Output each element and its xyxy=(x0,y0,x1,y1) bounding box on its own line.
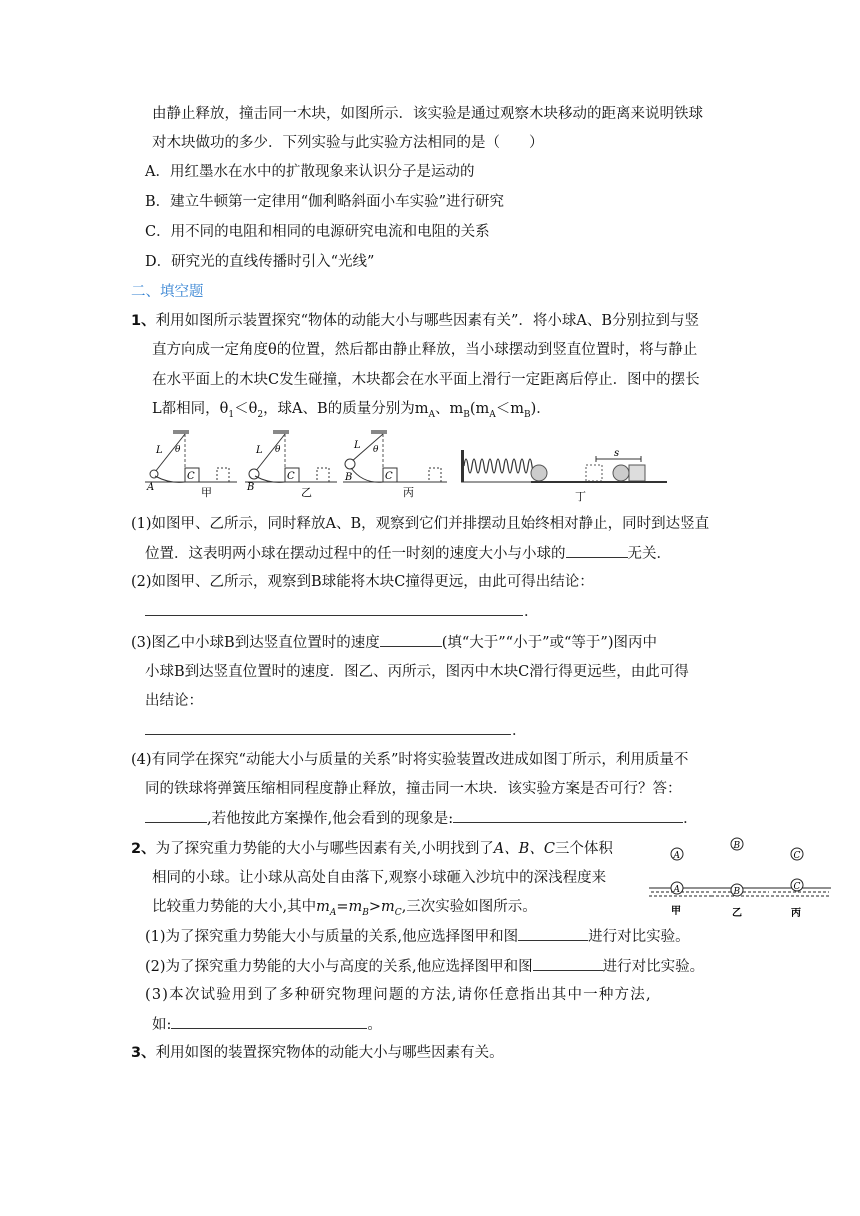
svg-text:A: A xyxy=(673,885,680,895)
q2-p3-line-1: (3)本次试验用到了多种研究物理问题的方法,请你任意指出其中一种方法, xyxy=(145,987,652,1003)
q1-figure xyxy=(145,428,675,506)
q1-line-3: 在水平面上的木块C发生碰撞，木块都会在水平面上滑行一定距离后停止．图中的摆长 xyxy=(152,372,700,388)
q1-p2-answer-line[interactable] xyxy=(145,615,523,616)
option-c: C．用不同的电阻和相同的电源研究电流和电阻的关系 xyxy=(145,224,490,240)
q2-line-2: 相同的小球。让小球从高处自由落下,观察小球砸入沙坑中的深浅程度来 xyxy=(152,870,607,886)
q2-line-3: 比较重力势能的大小,其中$m_A=m_B>m_C$,三次实验如图所示。 xyxy=(152,899,537,918)
option-d: D．研究光的直线传播时引入“光线” xyxy=(145,254,375,270)
svg-text:甲: 甲 xyxy=(671,906,681,917)
q1-p2-period: ． xyxy=(524,604,539,620)
svg-text:A: A xyxy=(673,851,680,861)
svg-text:丙: 丙 xyxy=(403,486,414,499)
q2-p1-blank[interactable] xyxy=(518,926,588,941)
q1-number: 1、 xyxy=(131,313,156,329)
q3-line-1: 3、利用如图的装置探究物体的动能大小与哪些因素有关。 xyxy=(131,1045,504,1061)
figure-q2-jia xyxy=(649,848,711,917)
intro-line-2: 对木块做功的多少．下列实验与此实验方法相同的是（ ） xyxy=(152,135,544,151)
q1-p3-blank[interactable] xyxy=(380,632,442,647)
q2-p3-line-2: 如: 。 xyxy=(152,1014,382,1035)
svg-text:丁: 丁 xyxy=(575,490,586,503)
figure-jia xyxy=(145,430,237,499)
svg-text:θ: θ xyxy=(275,445,281,455)
svg-text:B: B xyxy=(345,472,353,483)
q3-number: 3、 xyxy=(131,1045,156,1061)
svg-text:A: A xyxy=(147,482,155,493)
svg-text:乙: 乙 xyxy=(732,908,742,919)
svg-text:C: C xyxy=(793,851,801,861)
svg-text:θ: θ xyxy=(373,445,379,455)
q2-p3-blank[interactable] xyxy=(171,1014,367,1029)
svg-text:C: C xyxy=(187,471,195,482)
svg-text:甲: 甲 xyxy=(201,486,212,499)
q1-p3-line-3: 出结论： xyxy=(145,693,203,709)
q1-p2-line-1: (2)如图甲、乙所示，观察到B球能将木块C撞得更远，由此可得出结论： xyxy=(131,574,594,590)
q1-p4-blank-1[interactable] xyxy=(145,808,207,823)
q1-line-2: 直方向成一定角度θ的位置，然后都由静止释放，当小球摆动到竖直位置时，将与静止 xyxy=(152,342,698,358)
svg-text:θ: θ xyxy=(175,445,181,455)
q1-p4-line-2: 同的铁球将弹簧压缩相同程度静止释放，撞击同一木块．该实验方案是否可行？答： xyxy=(145,781,682,797)
q1-p3-answer-line[interactable] xyxy=(145,734,511,735)
svg-text:丙: 丙 xyxy=(791,908,801,919)
q1-p3-period: ． xyxy=(512,723,527,739)
q1-p4-blank-2[interactable] xyxy=(453,808,683,823)
figure-q2-yi xyxy=(711,838,771,919)
q1-line-1: 利用如图所示装置探究“物体的动能大小与哪些因素有关”．将小球A、B分别拉到与竖 xyxy=(155,313,700,329)
q1-p1-line-2: 位置．这表明两小球在摆动过程中的任一时刻的速度大小与小球的 无关． xyxy=(145,543,671,564)
option-a: A．用红墨水在水中的扩散现象来认识分子是运动的 xyxy=(145,164,475,180)
intro-line-1: 由静止释放，撞击同一木块，如图所示．该实验是通过观察木块移动的距离来说明铁球 xyxy=(152,106,703,122)
q2-figure xyxy=(645,832,835,924)
q1-p3-line-1: (3)图乙中小球B到达竖直位置时的速度 (填“大于”“小于”或“等于”)图丙中 xyxy=(131,632,657,653)
svg-text:B: B xyxy=(733,887,741,897)
q1-p1-line-1: (1)如图甲、乙所示，同时释放A、B，观察到它们并排摆动且始终相对静止，同时到达竖直 xyxy=(131,516,710,532)
q2-number: 2、 xyxy=(131,841,156,857)
svg-text:乙: 乙 xyxy=(301,486,312,499)
svg-text:L: L xyxy=(256,445,263,456)
section-title: 二、填空题 xyxy=(131,284,204,300)
svg-text:B: B xyxy=(247,482,255,493)
q1-p3-line-2: 小球B到达竖直位置时的速度．图乙、丙所示，图丙中木块C滑行得更远些，由此可得 xyxy=(145,664,689,680)
svg-text:C: C xyxy=(793,882,801,892)
option-b: B．建立牛顿第一定律用“伽利略斜面小车实验”进行研究 xyxy=(145,194,504,210)
q1-p1-blank[interactable] xyxy=(566,543,628,558)
svg-text:L: L xyxy=(156,445,163,456)
q1-text-1 xyxy=(131,311,699,331)
figure-bing xyxy=(343,430,447,499)
q2-p2-blank[interactable] xyxy=(533,956,603,971)
q1-p4-line-3: ,若他按此方案操作,他会看到的现象是: ． xyxy=(145,808,698,829)
figure-yi xyxy=(245,430,337,499)
q1-p4-line-1: (4)有同学在探究“动能大小与质量的关系”时将实验装置改进成如图丁所示，利用质量不 xyxy=(131,752,689,768)
svg-text:C: C xyxy=(287,471,295,482)
svg-text:C: C xyxy=(385,471,393,482)
q2-line-1: 2、为了探究重力势能的大小与哪些因素有关,小明找到了A、B、C三个体积 xyxy=(131,841,613,857)
q1-line-4: L都相同，$\theta_1<\theta_2$，球A、B的质量分别为$m_A$、$m_B(m_A<m_B)$． xyxy=(152,401,551,420)
figure-ding xyxy=(461,448,667,503)
svg-text:s: s xyxy=(614,448,620,459)
svg-text:L: L xyxy=(354,440,361,451)
q2-p2: (2)为了探究重力势能的大小与高度的关系,他应选择图甲和图 进行对比实验。 xyxy=(145,956,704,977)
figure-q2-bing xyxy=(771,848,831,919)
q2-p1: (1)为了探究重力势能大小与质量的关系,他应选择图甲和图 进行对比实验。 xyxy=(145,926,690,947)
svg-text:B: B xyxy=(733,841,741,851)
